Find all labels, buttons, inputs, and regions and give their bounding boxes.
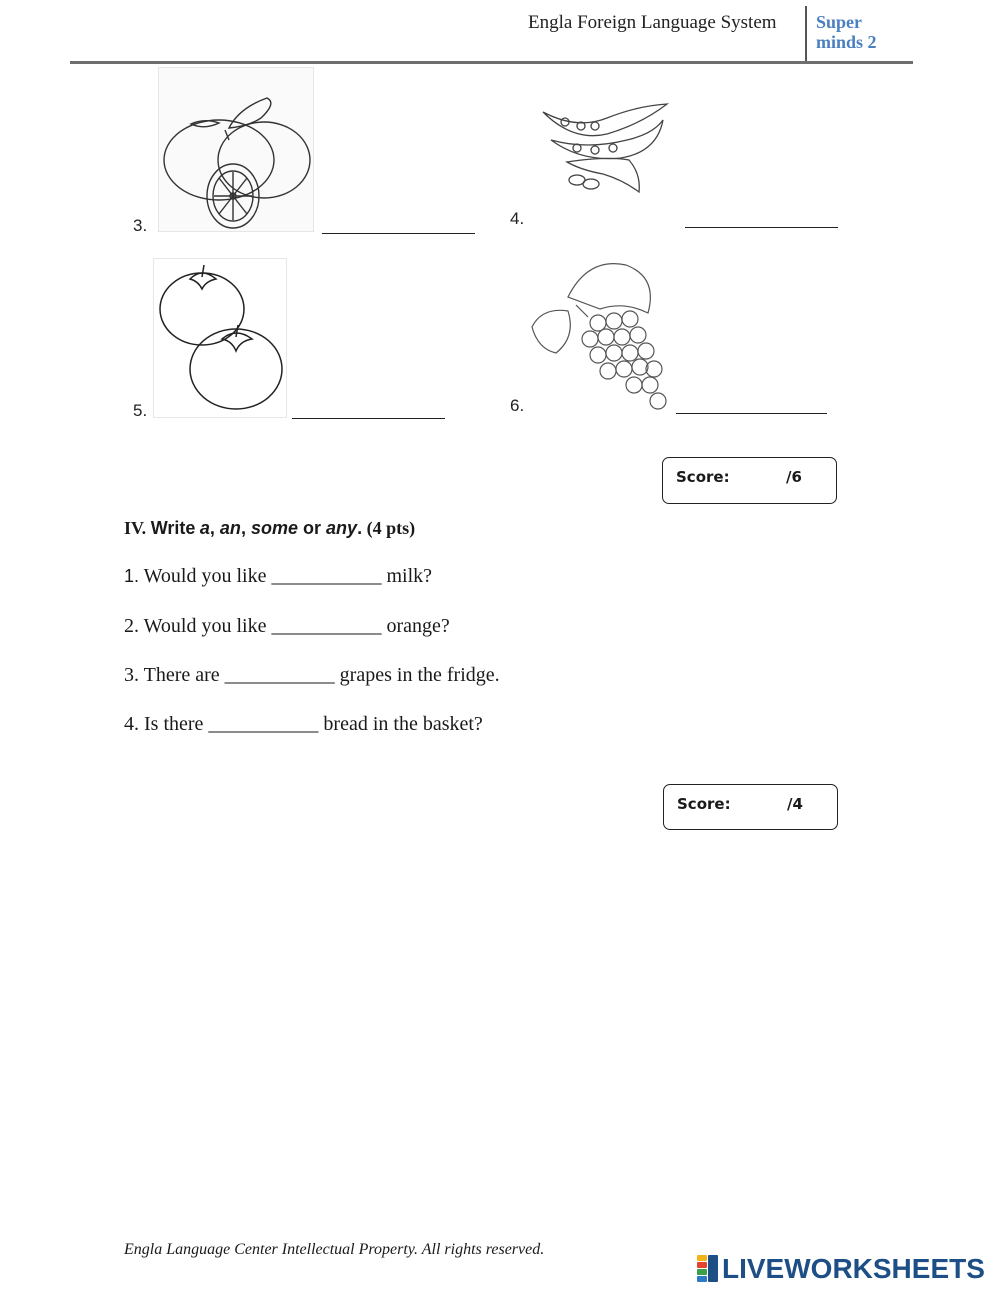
sep-2: , bbox=[240, 518, 246, 538]
question-number: 1. bbox=[124, 566, 140, 586]
liveworksheets-logo-icon bbox=[697, 1255, 719, 1283]
item-3-answer-blank[interactable] bbox=[322, 233, 475, 234]
brand-line-1: Super bbox=[816, 12, 863, 32]
question-text[interactable]: Is there ___________ bread in the basket? bbox=[144, 713, 483, 735]
brand-line-2: minds 2 bbox=[816, 32, 877, 52]
section-title bbox=[124, 518, 415, 539]
item-5-number: 5. bbox=[133, 401, 148, 420]
score-total: /6 bbox=[786, 468, 802, 486]
score-box-articles bbox=[663, 784, 838, 830]
score-label: Score: bbox=[676, 468, 730, 486]
header-title: Engla Foreign Language System bbox=[528, 12, 777, 33]
question-3 bbox=[124, 664, 500, 687]
score-box-pictures bbox=[662, 457, 837, 504]
section-roman: IV. bbox=[124, 518, 147, 538]
header-divider bbox=[805, 6, 807, 62]
question-text[interactable]: Would you like ___________ milk? bbox=[143, 565, 433, 587]
question-1 bbox=[124, 565, 432, 588]
question-number: 2. bbox=[124, 615, 139, 637]
question-text[interactable]: There are ___________ grapes in the fridge. bbox=[143, 664, 500, 686]
item-6-answer-blank[interactable] bbox=[676, 413, 827, 414]
sep-1: , bbox=[209, 518, 215, 538]
word-or: or bbox=[303, 518, 322, 538]
section-instruction: Write bbox=[150, 518, 196, 538]
section-points: (4 pts) bbox=[366, 518, 416, 538]
tomato-icon bbox=[153, 258, 287, 418]
question-text[interactable]: Would you like ___________ orange? bbox=[143, 615, 450, 637]
item-6-number: 6. bbox=[510, 396, 525, 415]
header-rule bbox=[70, 61, 913, 64]
word-some: some bbox=[250, 518, 298, 538]
footer-copyright: Engla Language Center Intellectual Property. All rights reserved. bbox=[124, 1241, 545, 1258]
liveworksheets-logo[interactable] bbox=[697, 1254, 985, 1286]
question-4 bbox=[124, 713, 483, 736]
score-label: Score: bbox=[677, 795, 731, 813]
item-5-answer-blank[interactable] bbox=[292, 418, 445, 419]
item-3-number: 3. bbox=[133, 216, 148, 235]
question-2 bbox=[124, 615, 450, 638]
item-4-number: 4. bbox=[510, 209, 525, 228]
item-4-answer-blank[interactable] bbox=[685, 227, 838, 228]
lemon-icon bbox=[158, 67, 314, 232]
word-any: any bbox=[326, 518, 358, 538]
word-an: an bbox=[219, 518, 241, 538]
liveworksheets-logo-text: LIVEWORKSHEETS bbox=[722, 1253, 985, 1284]
question-number: 4. bbox=[124, 713, 139, 735]
word-a: a bbox=[199, 518, 210, 538]
period: . bbox=[357, 518, 363, 538]
score-total: /4 bbox=[787, 795, 803, 813]
brand-label bbox=[816, 12, 877, 52]
beans-icon bbox=[537, 100, 673, 196]
question-number: 3. bbox=[124, 664, 139, 686]
grapes-icon bbox=[528, 257, 672, 413]
